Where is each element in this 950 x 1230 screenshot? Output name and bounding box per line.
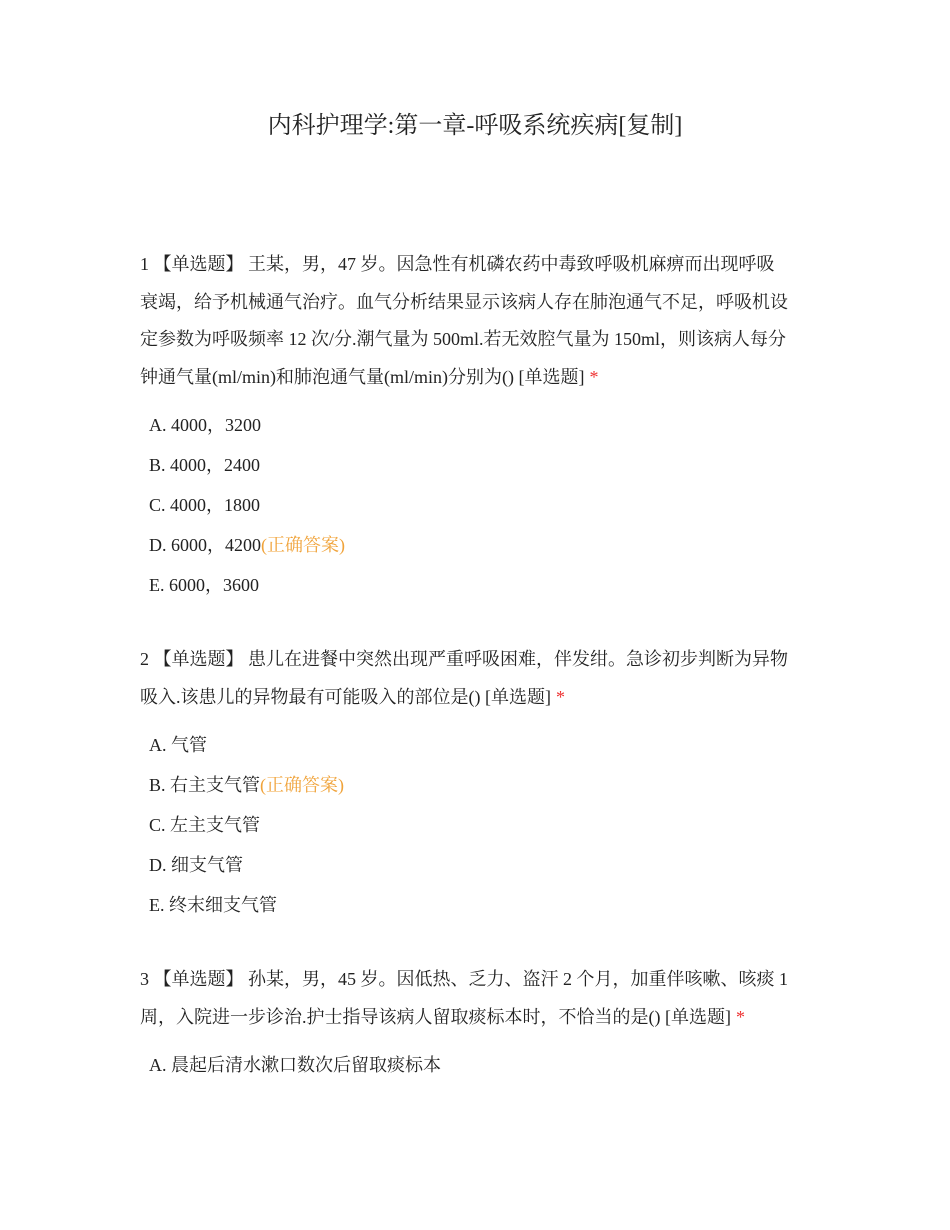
required-marker: * [589,366,599,387]
option-a[interactable] [140,725,830,765]
option-label: A. 4000，3200 [149,415,261,435]
question-text: 衰竭，给予机械通气治疗。血气分析结果显示该病人存在肺泡通气不足，呼吸机设 [140,291,788,312]
option-e[interactable] [140,885,830,925]
option-d[interactable] [140,525,830,565]
option-label: C. 左主支气管 [149,815,261,835]
option-label: A. 晨起后清水漱口数次后留取痰标本 [149,1055,441,1075]
question-text: 3 【单选题】 孙某，男，45 岁。因低热、乏力、盗汗 2 个月，加重伴咳嗽、咳痰 1 [140,969,788,989]
required-marker: * [555,686,565,707]
question-text: 吸入.该患儿的异物最有可能吸入的部位是() [单选题] [140,686,551,707]
option-c[interactable] [140,805,830,845]
option-b[interactable] [140,445,830,485]
option-label: B. 4000，2400 [149,455,261,475]
question-2 [140,641,830,925]
page-title: 内科护理学:第一章-呼吸系统疾病[复制] [267,113,683,139]
correct-answer-tag: (正确答案) [261,535,345,555]
option-label: C. 4000，1800 [149,495,261,515]
option-label: B. 右主支气管 [149,775,261,795]
correct-answer-tag: (正确答案) [260,775,345,795]
question-3 [140,961,830,1085]
question-text: 钟通气量(ml/min)和肺泡通气量(ml/min)分别为() [单选题] [140,366,585,387]
option-label: E. 6000，3600 [149,575,259,595]
question-text-last [140,999,830,1037]
question-text: 定参数为呼吸频率 12 次/分.潮气量为 500ml.若无效腔气量为 150ml，则该病人每分 [140,329,787,349]
option-b[interactable] [140,765,830,805]
option-label: D. 细支气管 [149,855,243,875]
option-c[interactable] [140,485,830,525]
question-text-last [140,679,830,717]
option-d[interactable] [140,845,830,885]
option-label: A. 气管 [149,735,207,755]
option-a[interactable] [140,1045,830,1085]
required-marker: * [735,1006,745,1027]
option-label: D. 6000，4200 [149,535,261,555]
option-a[interactable] [140,405,830,445]
question-text: 1 【单选题】 王某，男，47 岁。因急性有机磷农药中毒致呼吸机麻痹而出现呼吸 [140,254,775,274]
option-label: E. 终末细支气管 [149,895,277,915]
option-e[interactable] [140,565,830,605]
question-text: 周，入院进一步诊治.护士指导该病人留取痰标本时，不恰当的是() [单选题] [140,1006,731,1027]
question-text-last [140,359,830,397]
question-1 [140,246,830,605]
question-text: 2 【单选题】 患儿在进餐中突然出现严重呼吸困难，伴发绀。急诊初步判断为异物 [140,649,788,669]
